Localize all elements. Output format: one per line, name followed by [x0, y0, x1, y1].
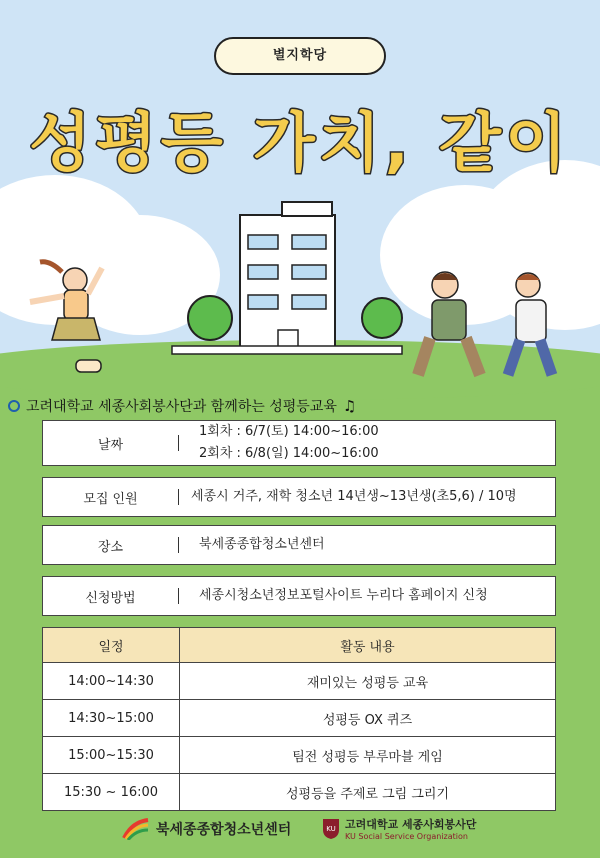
logo2-english: KU Social Service Organization: [345, 832, 468, 841]
table-row: [43, 737, 556, 774]
footer: [0, 812, 600, 852]
svg-text:KU: KU: [326, 824, 336, 833]
page-title: 성평등 가치, 같이: [29, 107, 571, 181]
ku-logo: [322, 816, 476, 841]
place-value: 북세종종합청소년센터: [199, 537, 325, 552]
schedule-time: 15:30 ~ 16:00: [43, 774, 180, 811]
info-recruit: [42, 477, 556, 517]
place-label: 장소: [97, 539, 124, 555]
music-note-icon: ♫: [342, 397, 357, 415]
date-label: 날짜: [97, 437, 124, 453]
apply-value: 세종시청소년정보포털사이트 누리다 홈페이지 신청: [199, 588, 488, 603]
school-illustration: [0, 190, 600, 390]
program-badge: 별지학당: [214, 37, 386, 75]
schedule-header-activity: 활동 내용: [180, 628, 556, 663]
schedule-header-row: [43, 628, 556, 663]
logo2-korean: 고려대학교 세종사회봉사단: [345, 818, 477, 831]
bullet-ring-icon: [8, 400, 20, 412]
info-date: [42, 420, 556, 466]
apply-label: 신청방법: [85, 590, 136, 606]
table-row: [43, 663, 556, 700]
schedule-time: 14:30~15:00: [43, 700, 180, 737]
info-place: [42, 525, 556, 565]
schedule-time: 14:00~14:30: [43, 663, 180, 700]
divider: [178, 489, 179, 505]
schedule-activity: 팀전 성평등 부루마블 게임: [180, 737, 556, 774]
schedule-activity: 성평등을 주제로 그림 그리기: [180, 774, 556, 811]
program-subtitle: [8, 396, 356, 416]
schedule-time: 15:00~15:30: [43, 737, 180, 774]
schedule-activity: 재미있는 성평등 교육: [180, 663, 556, 700]
schedule-table: [42, 627, 556, 811]
ku-crest-icon: [322, 818, 340, 840]
schedule-activity: 성평등 OX 퀴즈: [180, 700, 556, 737]
table-row: [43, 700, 556, 737]
bukseojong-logo: [122, 818, 291, 840]
recruit-label: 모집 인원: [83, 491, 138, 507]
info-apply: [42, 576, 556, 616]
date-session-1: 1회차 : 6/7(토) 14:00~16:00: [199, 424, 379, 439]
schedule-header-time: 일정: [43, 628, 180, 663]
logo1-text: 북세종종합청소년센터: [156, 822, 292, 838]
divider: [178, 435, 179, 451]
table-row: [43, 774, 556, 811]
divider: [178, 588, 179, 604]
date-session-2: 2회차 : 6/8(일) 14:00~16:00: [199, 446, 379, 461]
divider: [178, 537, 179, 553]
subtitle-text: 고려대학교 세종사회봉사단과 함께하는 성평등교육: [26, 399, 337, 415]
rainbow-swoosh-icon: [122, 818, 150, 840]
recruit-value: 세종시 거주, 재학 청소년 14년생~13년생(초5,6) / 10명: [191, 489, 517, 504]
